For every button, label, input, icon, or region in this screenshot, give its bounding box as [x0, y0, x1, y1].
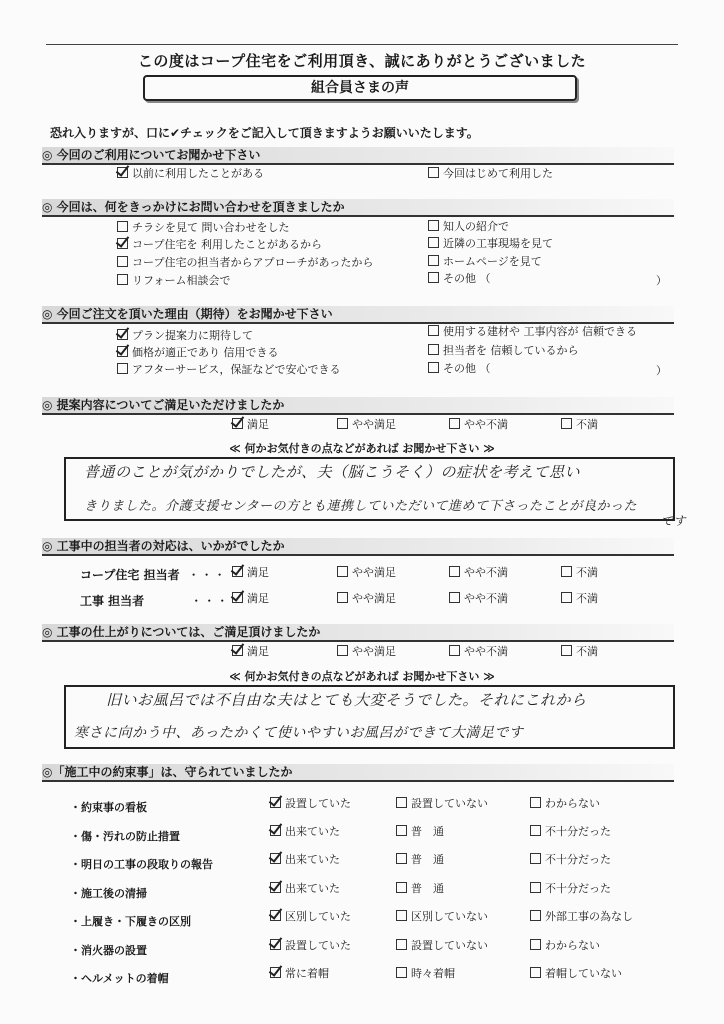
- row-label: 工事 担当者: [80, 594, 145, 608]
- checkbox[interactable]: [396, 853, 407, 864]
- staff-row-coop: [80, 566, 227, 583]
- option-label: 普 通: [411, 825, 444, 838]
- promise-option-a[interactable]: [270, 967, 329, 981]
- comment-prompt-2: ≪ 何かお気付きの点などがあれば お聞かせ下さい ≫: [229, 670, 495, 683]
- option-label: 着帽していない: [545, 967, 622, 980]
- q2-option-consultation[interactable]: [117, 274, 230, 288]
- option-label: やや不満: [464, 592, 508, 605]
- checkbox[interactable]: [117, 256, 128, 267]
- option-label: わからない: [545, 797, 600, 810]
- checkbox[interactable]: [396, 967, 407, 978]
- checkbox[interactable]: [428, 220, 439, 231]
- work-staff-satisfied[interactable]: [232, 592, 269, 606]
- checkbox[interactable]: [337, 592, 348, 603]
- q2-option-nearby-site[interactable]: [428, 237, 553, 251]
- checkbox[interactable]: [449, 566, 460, 577]
- coop-staff-dissatisfied[interactable]: [561, 566, 598, 580]
- promise-option-b[interactable]: [396, 910, 488, 924]
- coop-staff-somewhat-dissatisfied[interactable]: [449, 566, 508, 580]
- checkbox[interactable]: [561, 418, 572, 429]
- q3-option-after-service[interactable]: [117, 363, 341, 377]
- checkbox[interactable]: [530, 910, 541, 921]
- option-label: コープ住宅を 利用したことがあるから: [132, 238, 322, 251]
- promise-option-b[interactable]: [396, 825, 444, 839]
- q6-rating-somewhat-satisfied[interactable]: [337, 645, 396, 659]
- coop-staff-somewhat-satisfied[interactable]: [337, 566, 396, 580]
- checkbox-checked[interactable]: [232, 645, 243, 656]
- option-label: 不十分だった: [545, 882, 611, 895]
- option-label: 知人の紹介で: [443, 220, 509, 233]
- option-label: やや不満: [464, 418, 508, 431]
- checkbox-checked[interactable]: [232, 418, 243, 429]
- q2-option-other[interactable]: [428, 272, 491, 286]
- option-label: 出来ていた: [285, 853, 340, 866]
- checkbox[interactable]: [561, 645, 572, 656]
- checkbox[interactable]: [428, 272, 439, 283]
- promise-option-a[interactable]: [270, 853, 340, 867]
- checkbox[interactable]: [530, 939, 541, 950]
- option-label: 区別していない: [411, 910, 488, 923]
- option-label: やや不満: [464, 566, 508, 579]
- checkbox[interactable]: [117, 221, 128, 232]
- checkbox[interactable]: [530, 882, 541, 893]
- option-label: 常に着帽: [285, 967, 329, 980]
- form-subtitle: 組合員さまの声: [143, 75, 577, 101]
- q3-option-staff-trust[interactable]: [428, 344, 579, 358]
- checkbox-checked[interactable]: [117, 238, 128, 249]
- promise-option-a[interactable]: [270, 825, 340, 839]
- option-label: 不満: [576, 566, 598, 579]
- promise-option-b[interactable]: [396, 939, 488, 953]
- work-staff-somewhat-dissatisfied[interactable]: [449, 592, 508, 606]
- option-label: 不満: [576, 592, 598, 605]
- q6-rating-somewhat-dissatisfied[interactable]: [449, 645, 508, 659]
- q6-rating-dissatisfied[interactable]: [561, 645, 598, 659]
- paren-close: ）: [656, 274, 667, 287]
- option-label: 満足: [247, 592, 269, 605]
- promise-option-a[interactable]: [270, 797, 351, 811]
- q2-option-used-coop[interactable]: [117, 238, 322, 252]
- option-label: 価格が適正であり 信用できる: [132, 346, 279, 359]
- option-label: 今回はじめて利用した: [443, 167, 553, 180]
- q4-rating-somewhat-dissatisfied[interactable]: [449, 418, 508, 432]
- promise-option-b[interactable]: [396, 797, 488, 811]
- work-staff-dissatisfied[interactable]: [561, 592, 598, 606]
- q3-option-other[interactable]: [428, 362, 491, 376]
- promise-option-c[interactable]: [530, 882, 611, 896]
- option-label: 満足: [247, 566, 269, 579]
- checkbox[interactable]: [530, 825, 541, 836]
- option-label: 設置していない: [411, 939, 488, 952]
- checkbox[interactable]: [117, 274, 128, 285]
- promise-option-c[interactable]: [530, 910, 633, 924]
- promise-option-b[interactable]: [396, 853, 444, 867]
- checkbox-checked[interactable]: [270, 939, 281, 950]
- option-label: やや満足: [352, 566, 396, 579]
- option-label: ホームページを見て: [443, 255, 542, 268]
- checkbox-checked[interactable]: [270, 910, 281, 921]
- checkbox[interactable]: [428, 362, 439, 373]
- checkbox-checked[interactable]: [270, 797, 281, 808]
- promise-option-c[interactable]: [530, 797, 600, 811]
- promise-option-b[interactable]: [396, 967, 455, 981]
- q4-rating-somewhat-satisfied[interactable]: [337, 418, 396, 432]
- top-rule: [46, 44, 678, 45]
- checkbox[interactable]: [396, 910, 407, 921]
- checkbox[interactable]: [449, 592, 460, 603]
- option-label: 担当者を 信頼しているから: [443, 344, 579, 357]
- option-label: 不満: [576, 418, 598, 431]
- promise-option-c[interactable]: [530, 939, 600, 953]
- checkbox[interactable]: [337, 645, 348, 656]
- option-label: 設置していない: [411, 797, 488, 810]
- option-label: その他 （: [443, 362, 491, 375]
- option-label: 不十分だった: [545, 853, 611, 866]
- handwritten-comment-1-line1: 普通のことが気がかりでしたが、夫（脳こうそく）の症状を考えて思い: [84, 463, 581, 481]
- option-label: 設置していた: [285, 797, 351, 810]
- intro-text: 恐れ入りますが、口に✔チェックをご記入して頂きますようお願いいたします。: [50, 126, 479, 140]
- checkbox[interactable]: [561, 566, 572, 577]
- dots: ・・・: [187, 568, 227, 582]
- form-title: この度はコープ住宅をご利用頂き、誠にありがとうございました: [137, 52, 587, 70]
- checkbox[interactable]: [428, 255, 439, 266]
- option-label: やや不満: [464, 645, 508, 658]
- promise-option-c[interactable]: [530, 967, 622, 981]
- option-label: 満足: [247, 645, 269, 658]
- checkbox[interactable]: [561, 592, 572, 603]
- checkbox[interactable]: [530, 967, 541, 978]
- handwritten-comment-1-line3: です: [661, 514, 687, 528]
- option-label: 普 通: [411, 853, 444, 866]
- q2-option-approach[interactable]: [117, 256, 373, 270]
- q1-option-first-time[interactable]: [428, 167, 553, 181]
- checkbox-checked[interactable]: [270, 825, 281, 836]
- checkbox[interactable]: [449, 418, 460, 429]
- checkbox-checked[interactable]: [270, 853, 281, 864]
- promise-label: ・消火器の設置: [70, 944, 147, 957]
- option-label: 以前に利用したことがある: [132, 167, 264, 180]
- option-label: 設置していた: [285, 939, 351, 952]
- section-header-staff: ◎ 工事中の担当者の対応は、いかがでしたか: [42, 538, 674, 556]
- option-label: 不十分だった: [545, 825, 611, 838]
- checkbox-checked[interactable]: [270, 882, 281, 893]
- option-label: コープ住宅の担当者からアプローチがあったから: [132, 256, 374, 269]
- option-label: プラン提案力に期待して: [132, 329, 253, 342]
- option-label: 区別していた: [285, 910, 351, 923]
- promise-option-a[interactable]: [270, 910, 351, 924]
- promise-label: ・約束事の看板: [70, 801, 147, 814]
- option-label: 出来ていた: [285, 882, 340, 895]
- option-label: 使用する建材や 工事内容が 信頼できる: [443, 325, 637, 338]
- option-label: リフォーム相談会で: [132, 274, 231, 287]
- checkbox[interactable]: [337, 566, 348, 577]
- comment-prompt-1: ≪ 何かお気付きの点などがあれば お聞かせ下さい ≫: [229, 442, 495, 455]
- option-label: チラシを見て 問い合わせをした: [132, 221, 290, 234]
- promise-option-c[interactable]: [530, 825, 611, 839]
- q4-rating-satisfied[interactable]: [232, 418, 269, 432]
- checkbox[interactable]: [530, 797, 541, 808]
- promise-label: ・施工後の清掃: [70, 887, 147, 900]
- checkbox[interactable]: [428, 344, 439, 355]
- q2-option-referral[interactable]: [428, 220, 509, 234]
- checkbox[interactable]: [428, 325, 439, 336]
- section-header-usage: ◎ 今回のご利用についてお聞かせ下さい: [42, 147, 674, 165]
- checkbox[interactable]: [449, 645, 460, 656]
- checkbox[interactable]: [396, 882, 407, 893]
- option-label: 普 通: [411, 882, 444, 895]
- q3-option-materials[interactable]: [428, 325, 637, 339]
- option-label: やや満足: [352, 592, 396, 605]
- row-label: コープ住宅 担当者: [80, 568, 180, 582]
- q6-rating-satisfied[interactable]: [232, 645, 269, 659]
- option-label: やや満足: [352, 418, 396, 431]
- checkbox-checked[interactable]: [117, 167, 128, 178]
- promise-option-a[interactable]: [270, 939, 351, 953]
- option-label: わからない: [545, 939, 600, 952]
- checkbox[interactable]: [396, 825, 407, 836]
- section-header-trigger: ◎ 今回は、何をきっかけにお問い合わせを頂きましたか: [42, 199, 674, 217]
- paren-close: ）: [656, 364, 667, 377]
- handwritten-comment-1-line2: きりました。介護支援センターの方とも連携していただいて進めて下さったことが良かった: [84, 499, 637, 514]
- checkbox[interactable]: [428, 167, 439, 178]
- option-label: 出来ていた: [285, 825, 340, 838]
- promise-label: ・明日の工事の段取りの報告: [70, 858, 213, 871]
- handwritten-comment-2-line2: 寒さに向かう中、あったかくて使いやすいお風呂ができて大満足です: [74, 725, 524, 741]
- checkbox-checked[interactable]: [232, 592, 243, 603]
- q3-option-plan[interactable]: [117, 329, 253, 343]
- checkbox-checked[interactable]: [232, 566, 243, 577]
- option-label: 不満: [576, 645, 598, 658]
- promise-option-c[interactable]: [530, 853, 611, 867]
- staff-row-work: [80, 592, 229, 609]
- section-header-finish: ◎ 工事の仕上がりについては、ご満足頂けましたか: [42, 624, 674, 642]
- checkbox-checked[interactable]: [117, 346, 128, 357]
- work-staff-somewhat-satisfied[interactable]: [337, 592, 396, 606]
- option-label: その他 （: [443, 272, 491, 285]
- section-header-promises: ◎「施工中の約束事」は、守られていましたか: [42, 764, 674, 782]
- q1-option-used-before[interactable]: [117, 167, 264, 181]
- section-header-proposal: ◎ 提案内容についてご満足いただけましたか: [42, 397, 674, 415]
- checkbox[interactable]: [117, 363, 128, 374]
- promise-label: ・ヘルメットの着帽: [70, 972, 169, 985]
- checkbox-checked[interactable]: [117, 329, 128, 340]
- option-label: やや満足: [352, 645, 396, 658]
- promise-option-b[interactable]: [396, 882, 444, 896]
- q2-option-homepage[interactable]: [428, 255, 542, 269]
- checkbox[interactable]: [428, 237, 439, 248]
- checkbox[interactable]: [396, 797, 407, 808]
- section-header-reason: ◎ 今回ご注文を頂いた理由（期待）をお聞かせ下さい: [42, 306, 674, 324]
- q4-rating-dissatisfied[interactable]: [561, 418, 598, 432]
- checkbox[interactable]: [530, 853, 541, 864]
- checkbox[interactable]: [396, 939, 407, 950]
- option-label: 外部工事の為なし: [545, 910, 633, 923]
- dots: ・・・: [190, 594, 230, 608]
- checkbox-checked[interactable]: [270, 967, 281, 978]
- option-label: アフターサービス，保証などで安心できる: [132, 363, 341, 376]
- option-label: 満足: [247, 418, 269, 431]
- option-label: 時々着帽: [411, 967, 455, 980]
- handwritten-comment-2-line1: 旧いお風呂では不自由な夫はとても大変そうでした。それにこれから: [106, 691, 587, 709]
- checkbox[interactable]: [337, 418, 348, 429]
- q2-option-flyer[interactable]: [117, 221, 290, 235]
- option-label: 近隣の工事現場を見て: [443, 237, 553, 250]
- q3-option-price[interactable]: [117, 346, 279, 360]
- coop-staff-satisfied[interactable]: [232, 566, 269, 580]
- promise-label: ・傷・汚れの防止措置: [70, 830, 180, 843]
- promise-option-a[interactable]: [270, 882, 340, 896]
- promise-label: ・上履き・下履きの区別: [70, 915, 191, 928]
